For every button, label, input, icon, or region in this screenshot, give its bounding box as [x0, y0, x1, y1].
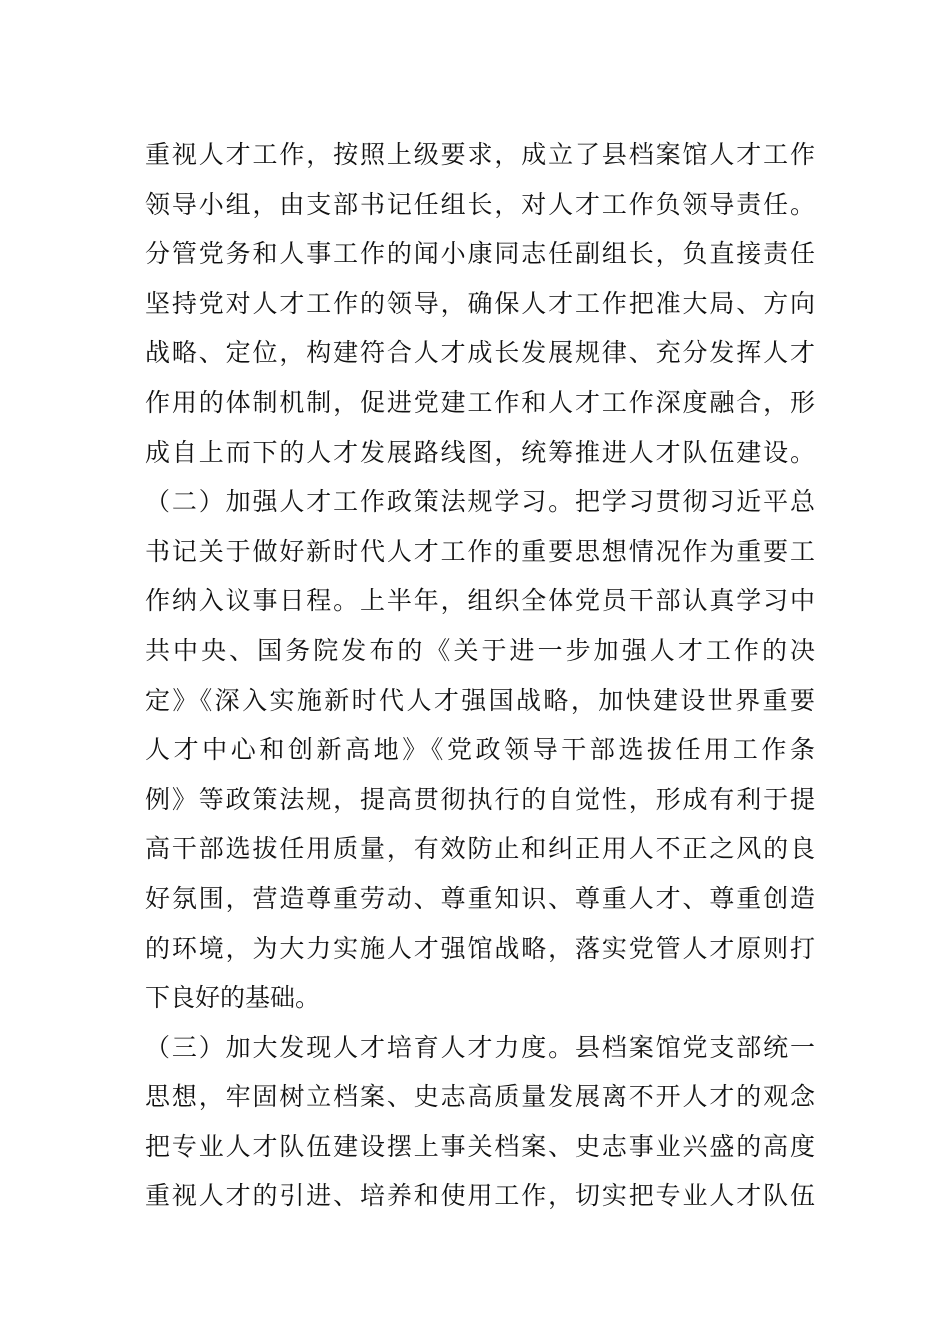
text-line: 共中央、国务院发布的《关于进一步加强人才工作的决: [145, 635, 815, 665]
text-line: 思想，牢固树立档案、史志高质量发展离不开人才的观念: [145, 1082, 815, 1112]
text-line: 坚持党对人才工作的领导，确保人才工作把准大局、方向: [145, 288, 815, 318]
text-line: 成自上而下的人才发展路线图，统筹推进人才队伍建设。: [145, 437, 815, 467]
text-line: 的环境，为大力实施人才强馆战略，落实党管人才原则打: [145, 933, 815, 963]
text-line: 重视人才工作，按照上级要求，成立了县档案馆人才工作: [145, 140, 815, 169]
text-line: 人才中心和创新高地》《党政领导干部选拔任用工作条: [145, 735, 815, 765]
text-line: 高干部选拔任用质量，有效防止和纠正用人不正之风的良: [145, 834, 815, 864]
text-line: 好氛围，营造尊重劳动、尊重知识、尊重人才、尊重创造: [145, 883, 815, 913]
text-line: 战略、定位，构建符合人才成长发展规律、充分发挥人才: [145, 338, 815, 368]
text-line: 把专业人才队伍建设摆上事关档案、史志事业兴盛的高度: [145, 1131, 815, 1161]
text-line: 作用的体制机制，促进党建工作和人才工作深度融合，形: [145, 387, 815, 417]
section-heading-line: （二）加强人才工作政策法规学习。把学习贯彻习近平总: [145, 487, 815, 517]
section-heading-line: （三）加大发现人才培育人才力度。县档案馆党支部统一: [145, 1032, 815, 1062]
text-line: 分管党务和人事工作的闻小康同志任副组长，负直接责任: [145, 239, 815, 269]
text-line: 重视人才的引进、培养和使用工作，切实把专业人才队伍: [145, 1181, 815, 1211]
paragraph-end-line: 下良好的基础。: [145, 983, 321, 1013]
text-line: 例》等政策法规，提高贯彻执行的自觉性，形成有利于提: [145, 784, 815, 814]
text-line: 书记关于做好新时代人才工作的重要思想情况作为重要工: [145, 536, 815, 566]
body-text: [145, 130, 815, 1221]
text-line: 领导小组，由支部书记任组长，对人才工作负领导责任。: [145, 189, 815, 219]
text-line: 作纳入议事日程。上半年，组织全体党员干部认真学习中: [145, 586, 815, 616]
text-line: 定》《深入实施新时代人才强国战略，加快建设世界重要: [145, 685, 815, 715]
